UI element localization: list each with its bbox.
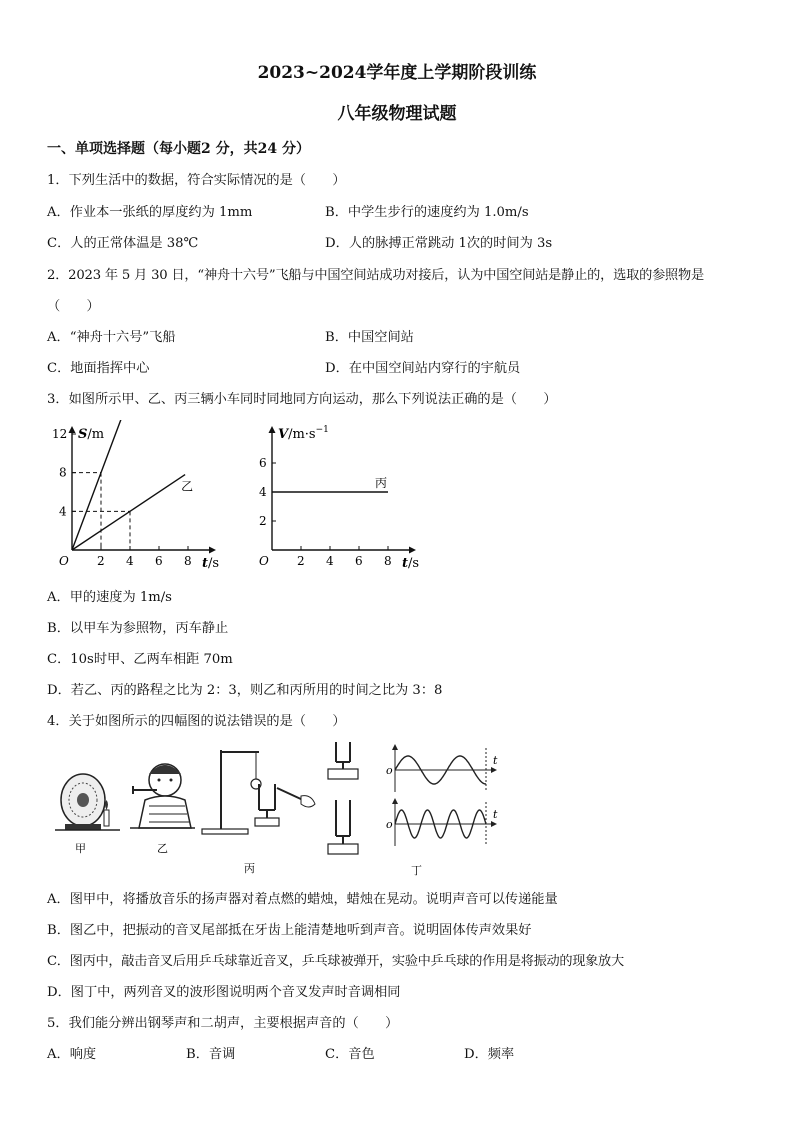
x-tick-label: 8 — [384, 554, 392, 568]
series-label-丙: 丙 — [374, 476, 387, 490]
q1-option-c: C．人的正常体温是 38℃ — [47, 236, 199, 251]
y-tick-label: 2 — [259, 514, 267, 528]
q4-option-a: A．图甲中，将播放音乐的扬声器对着点燃的蜡烛，蜡烛在晃动。说明声音可以传递能量 — [47, 892, 558, 907]
boy-tuning-fork-illustration — [130, 764, 195, 828]
fig-label-ding: 丁 — [411, 864, 422, 877]
series-line-乙 — [72, 475, 185, 550]
exam-title: 2023~2024学年度上学期阶段训练 — [257, 63, 537, 83]
speaker-candle-illustration — [55, 774, 120, 830]
x-tick-label: 4 — [126, 554, 134, 568]
q4-option-c: C．图丙中，敲击音叉后用乒乓球靠近音叉，乒乓球被弹开，实验中乒乓球的作用是将振动的现象放大 — [47, 954, 624, 969]
q4-option-d: D．图丁中，两列音叉的波形图说明两个音叉发声时音调相同 — [47, 985, 401, 1000]
sound-experiments-figure — [45, 740, 515, 880]
q2-option-b: B．中国空间站 — [325, 330, 414, 345]
y-axis-arrow — [269, 426, 276, 433]
wave-top-t-label: t — [493, 754, 498, 767]
q2-option-a: A．“神舟十六号”飞船 — [47, 330, 176, 345]
q5-option-c: C．音色 — [325, 1047, 375, 1062]
q4-stem: 4．关于如图所示的四幅图的说法错误的是（ ） — [47, 714, 346, 729]
waveform-bottom — [386, 798, 498, 846]
x-tick-label: 6 — [155, 554, 163, 568]
tuning-fork-pingpong-illustration — [202, 750, 315, 834]
q3-option-d: D．若乙、丙的路程之比为 2：3，则乙和丙所用的时间之比为 3：8 — [47, 683, 443, 698]
y-axis-arrow — [69, 426, 76, 433]
two-tuning-forks-illustration — [328, 742, 358, 854]
fig-label-yi: 乙 — [157, 842, 168, 855]
q3-option-a: A．甲的速度为 1m/s — [47, 590, 172, 605]
x-tick-label: 2 — [97, 554, 105, 568]
x-tick-label: 4 — [326, 554, 334, 568]
y-tick-label: 4 — [59, 504, 67, 519]
series-label-乙: 乙 — [181, 479, 194, 494]
x-axis-label: t/s — [402, 556, 420, 571]
q5-option-b: B．音调 — [186, 1047, 236, 1062]
x-axis-arrow — [409, 547, 416, 554]
y-axis-label: S/m — [78, 427, 105, 442]
q5-option-a: A．响度 — [47, 1047, 97, 1062]
q3-option-b: B．以甲车为参照物，丙车静止 — [47, 621, 229, 636]
x-tick-label: 8 — [184, 554, 192, 568]
section-header: 一、单项选择题（每小题2 分，共24 分） — [47, 141, 310, 157]
q1-option-b: B．中学生步行的速度约为 1.0m/s — [325, 205, 529, 220]
wave-bottom-origin: o — [386, 818, 393, 831]
x-tick-label: 6 — [355, 554, 363, 568]
q1-option-a: A．作业本一张纸的厚度约为 1mm — [47, 205, 253, 220]
waveform-top — [386, 744, 498, 792]
q1-stem: 1．下列生活中的数据，符合实际情况的是（ ） — [47, 173, 346, 188]
x-axis-label: t/s — [202, 556, 220, 571]
q2-option-d: D．在中国空间站内穿行的宇航员 — [325, 361, 521, 376]
y-tick-label: 6 — [259, 456, 267, 470]
origin-label: O — [259, 554, 269, 568]
q2-stem-continued: （ ） — [47, 299, 100, 314]
q3-stem: 3．如图所示甲、乙、丙三辆小车同时同地同方向运动，那么下列说法正确的是（ ） — [47, 392, 557, 407]
origin-label: O — [59, 554, 69, 568]
y-tick-label: 8 — [59, 465, 67, 480]
y-axis-label: $V/m\cdot s^{-1}$ — [278, 425, 329, 442]
q3-option-c: C．10s时甲、乙两车相距 70m — [47, 652, 233, 667]
q2-stem: 2．2023 年 5 月 30 日，“神舟十六号”飞船与中国空间站成功对接后，认为中国空间站是静止的，选取的参照物是 — [47, 268, 705, 283]
x-tick-label: 2 — [297, 554, 305, 568]
fig-label-bing: 丙 — [244, 862, 255, 875]
q1-option-d: D．人的脉搏正常跳动 1次的时间为 3s — [325, 236, 553, 251]
exam-subtitle: 八年级物理试题 — [337, 104, 457, 124]
wave-bottom-t-label: t — [493, 808, 498, 821]
q4-option-b: B．图乙中，把振动的音叉尾部抵在牙齿上能清楚地听到声音。说明固体传声效果好 — [47, 923, 532, 938]
y-tick-label: 4 — [259, 485, 267, 499]
wave-top-origin: o — [386, 764, 393, 777]
y-tick-label: 12 — [52, 427, 68, 441]
q5-stem: 5．我们能分辨出钢琴声和二胡声，主要根据声音的（ ） — [47, 1016, 399, 1031]
vt-graph — [250, 420, 450, 572]
q2-option-c: C．地面指挥中心 — [47, 361, 150, 376]
x-axis-arrow — [209, 547, 216, 554]
q5-option-d: D．频率 — [464, 1047, 515, 1062]
st-graph — [50, 420, 240, 572]
fig-label-jia: 甲 — [75, 842, 86, 855]
